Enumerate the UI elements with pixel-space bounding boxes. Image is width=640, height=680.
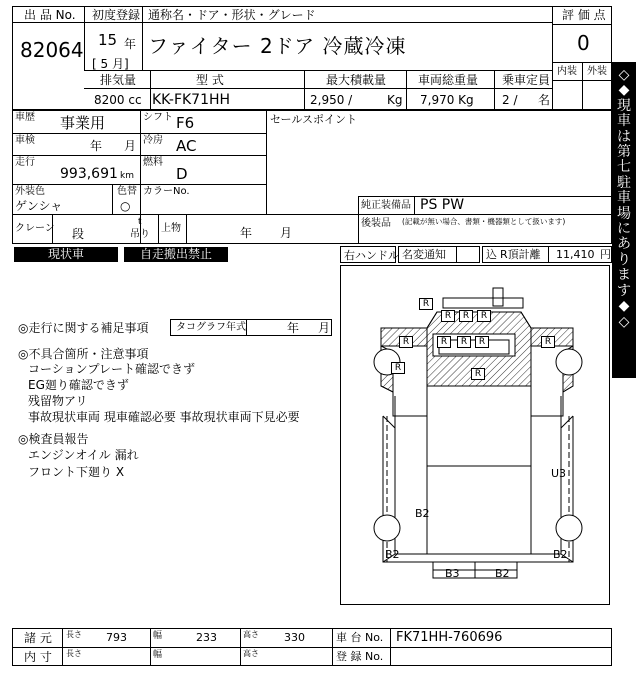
- defect-line-3: 残留物アリ: [28, 394, 88, 408]
- banner-char: ◇: [618, 313, 630, 330]
- odometer-prefix: 込: [486, 248, 497, 261]
- odometer-unit: 円: [600, 248, 611, 261]
- repair-mark: R: [399, 336, 413, 348]
- gross-weight-label: 車両総重量: [418, 73, 479, 87]
- banner-char: 場: [617, 205, 631, 222]
- sales-points-label: セールスポイント: [270, 113, 358, 126]
- banner-char: 第: [617, 144, 631, 161]
- repair-mark: R: [457, 336, 471, 348]
- repair-mark: R: [541, 336, 555, 348]
- grade-label: 評 価 点: [562, 8, 606, 22]
- aftermarket-note: (記載が無い場合、書類・機器類として扱います): [402, 217, 566, 226]
- interior-label: 内装: [557, 66, 577, 77]
- inspection-label: 車検: [15, 135, 35, 146]
- crane-label: クレーン: [15, 223, 55, 234]
- damage-code-b2: B2: [415, 507, 430, 520]
- odometer-value: 11,410: [556, 248, 595, 261]
- car-name: ファイター 2ドア 冷蔵冷凍: [148, 34, 407, 58]
- fuel-value: D: [176, 165, 188, 183]
- odometer-label: R頂計離: [500, 248, 541, 261]
- max-load-unit: Kg: [387, 93, 403, 107]
- damage-code-b2: B2: [553, 548, 568, 561]
- history-value: 事業用: [60, 114, 106, 132]
- repair-mark: R: [471, 368, 485, 380]
- repair-mark: R: [459, 310, 473, 322]
- inner-width-label: 幅: [153, 650, 163, 660]
- model-label: 型 式: [196, 73, 224, 87]
- displacement-value: 8200 cc: [94, 93, 142, 107]
- model-code: KK-FK71HH: [152, 92, 231, 108]
- no-self-drive-badge: 自走搬出禁止: [124, 247, 228, 262]
- fuel-label: 燃料: [143, 157, 163, 168]
- inspector-line-2: フロント下廻り X: [28, 465, 125, 479]
- banner-char: 車: [617, 190, 631, 207]
- damage-code-b2: B2: [385, 548, 400, 561]
- color-value: ゲンシャ: [15, 199, 63, 213]
- reg-year: 15: [98, 31, 118, 49]
- repair-mark: R: [437, 336, 451, 348]
- repair-mark: R: [477, 310, 491, 322]
- first-registration-label: 初度登録: [92, 8, 141, 22]
- banner-char: あ: [617, 236, 631, 253]
- reg-month: [ 5 月]: [92, 57, 129, 71]
- banner-char: は: [617, 128, 631, 145]
- inspector-line-1: エンジンオイル 漏れ: [28, 448, 139, 462]
- defect-line-2: EG廻り確認できず: [28, 378, 129, 392]
- reg-year-unit: 年: [124, 37, 137, 51]
- current-condition-badge: 現状車: [14, 247, 118, 262]
- inner-height-label: 高さ: [243, 649, 259, 658]
- dims-label: 諸 元: [24, 631, 52, 645]
- banner-char: 駐: [617, 174, 631, 191]
- damage-code-b3: B3: [445, 567, 460, 580]
- mileage-label: 走行: [15, 157, 35, 168]
- defects-header: ◎不具合箇所・注意事項: [18, 347, 149, 361]
- banner-char: 車: [617, 113, 631, 130]
- damage-code-u3: U3: [551, 467, 567, 480]
- repair-mark: R: [475, 336, 489, 348]
- height-value: 330: [284, 631, 305, 644]
- banner-char: ◆: [618, 82, 630, 99]
- truck-outline-svg: [341, 266, 609, 604]
- width-value: 233: [196, 631, 217, 644]
- tacho-year: 年: [287, 321, 300, 335]
- side-banner: [612, 62, 636, 378]
- crane-stage: 段: [72, 227, 85, 241]
- tacho-month: 月: [318, 321, 331, 335]
- driving-notes-header: ◎走行に関する補足事項: [18, 321, 149, 335]
- shift-label: シフト: [143, 112, 173, 123]
- crane-hang: 吊り: [130, 229, 150, 240]
- banner-char: 七: [617, 159, 631, 176]
- height-label: 高さ: [243, 630, 259, 639]
- upper-year: 年: [240, 226, 253, 240]
- max-load-value: 2,950 /: [310, 93, 353, 107]
- registration-label: 登 録 No.: [336, 650, 384, 663]
- banner-char: ま: [617, 267, 631, 284]
- upper-label: 上物: [161, 223, 181, 234]
- banner-char: り: [617, 251, 631, 268]
- defect-line-4: 事故現状車両 現車確認必要 事故現状車両下見必要: [28, 410, 300, 424]
- model-name-label: 通称名・ドア・形状・グレード: [148, 8, 316, 22]
- tacho-label: タコグラフ年式: [176, 322, 246, 333]
- inspector-header: ◎検査員報告: [18, 432, 89, 446]
- grade-value: 0: [577, 31, 590, 55]
- mileage-unit: km: [120, 171, 134, 181]
- defect-line-1: コーションプレート確認できず: [28, 362, 196, 376]
- capacity-unit: 名: [538, 93, 551, 107]
- color-no-label: カラーNo.: [143, 186, 190, 197]
- length-value: 793: [106, 631, 127, 644]
- aftermarket-label: 後装品: [361, 218, 391, 229]
- inner-length-label: 長さ: [66, 649, 82, 658]
- crane-ton: t: [138, 217, 142, 227]
- color-change-label: 色替: [117, 186, 137, 197]
- length-label: 長さ: [66, 630, 82, 639]
- right-hand-drive: 右ハンドル: [340, 246, 396, 263]
- displacement-label: 排気量: [100, 73, 137, 87]
- exterior-label: 外装: [587, 66, 607, 77]
- capacity-label: 乗車定員: [502, 73, 551, 87]
- capacity-value: 2 /: [502, 93, 518, 107]
- shift-value: F6: [176, 114, 195, 132]
- ac-label: 冷房: [143, 135, 163, 146]
- repair-mark: R: [391, 362, 405, 374]
- mileage-value: 993,691: [60, 166, 118, 182]
- banner-char: 現: [617, 97, 631, 114]
- chassis-value: FK71HH-760696: [396, 630, 503, 645]
- gross-weight-value: 7,970 Kg: [420, 93, 474, 107]
- width-label: 幅: [153, 631, 163, 641]
- upper-month: 月: [280, 226, 293, 240]
- inspection-year: 年: [90, 139, 103, 153]
- color-label: 外装色: [15, 186, 45, 197]
- chassis-label: 車 台 No.: [336, 631, 384, 644]
- equipment-value: PS PW: [420, 197, 465, 213]
- repair-mark: R: [441, 310, 455, 322]
- equipment-label: 純正装備品: [361, 200, 411, 211]
- history-label: 車歴: [15, 112, 35, 123]
- banner-char: ◆: [618, 298, 630, 315]
- color-change-mark: ○: [120, 199, 131, 213]
- inner-dims-label: 内 寸: [24, 650, 52, 664]
- banner-char: ◇: [618, 67, 630, 83]
- max-load-label: 最大積載量: [326, 73, 387, 87]
- repair-mark: R: [419, 298, 433, 310]
- damage-diagram: [340, 265, 610, 605]
- damage-code-b2: B2: [495, 567, 510, 580]
- lot-label: 出 品 No.: [24, 8, 76, 22]
- inspection-month: 月: [124, 139, 137, 153]
- banner-char: に: [617, 221, 631, 238]
- lot-number: 82064: [20, 38, 84, 62]
- banner-char: す: [617, 282, 631, 299]
- ac-value: AC: [176, 137, 197, 155]
- name-change-label: 名変通知: [402, 248, 446, 261]
